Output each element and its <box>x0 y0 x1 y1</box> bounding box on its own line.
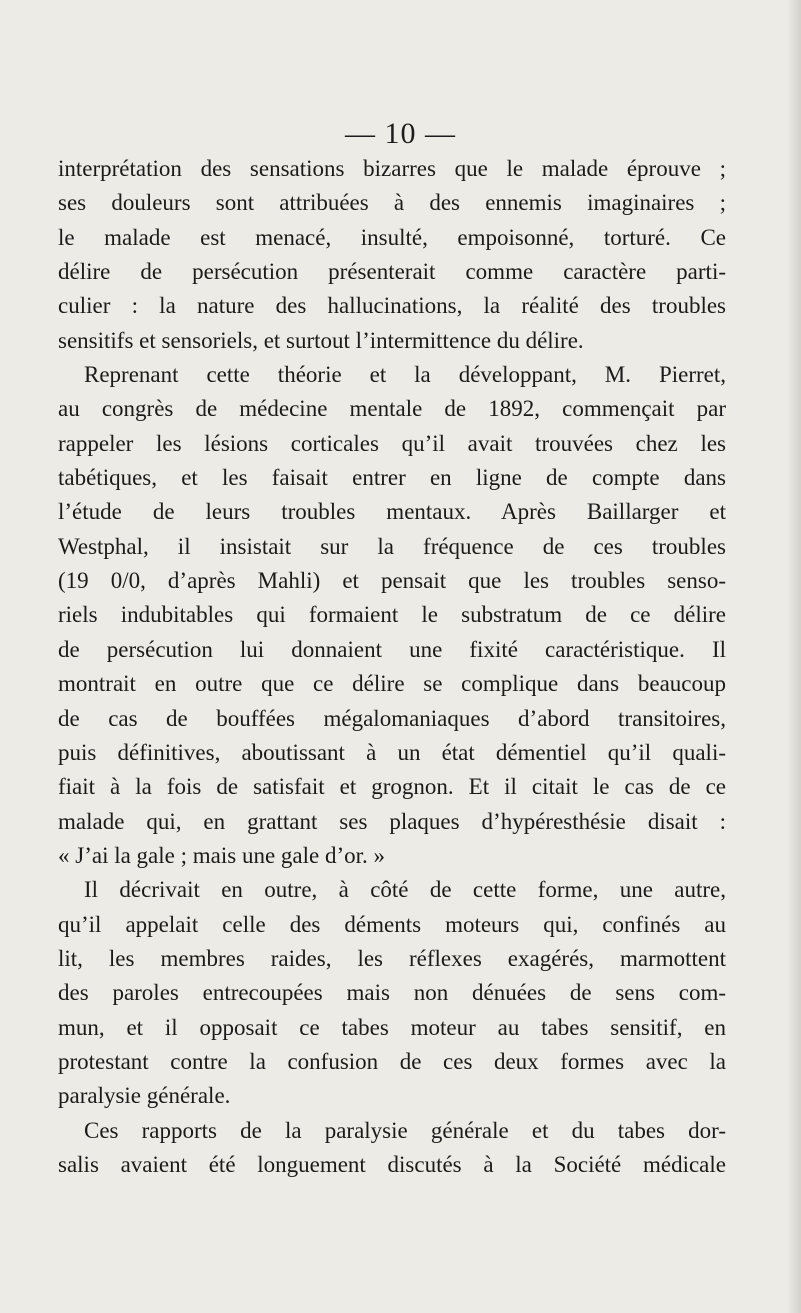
page-number: — 10 — <box>345 117 456 150</box>
text-line: ses douleurs sont attribuées à des ennemis imaginaires ; <box>58 190 726 216</box>
text-line: qu’il appelait celle des déments moteurs qui, confinés au <box>58 911 726 937</box>
text-line: montrait en outre que ce délire se complique dans beaucoup <box>58 671 726 697</box>
text-line: malade qui, en grattant ses plaques d’hypéresthésie disait : <box>58 808 726 834</box>
text-line: le malade est menacé, insulté, empoisonné, torturé. Ce <box>58 224 726 250</box>
text-line: riels indubitables qui formaient le substratum de ce délire <box>58 602 726 628</box>
text-line: (19 0/0, d’après Mahli) et pensait que les troubles senso- <box>58 568 726 594</box>
text-line: des paroles entrecoupées mais non dénuées de sens com- <box>58 980 726 1006</box>
text-line: salis avaient été longuement discutés à la Société médicale <box>58 1151 726 1177</box>
text-line: interprétation des sensations bizarres que le malade éprouve ; <box>58 156 726 181</box>
text-line: de persécution lui donnaient une fixité caractéristique. Il <box>58 636 726 662</box>
text-line: mun, et il opposait ce tabes moteur au tabes sensitif, en <box>58 1014 726 1040</box>
text-line: de cas de bouffées mégalomaniaques d’abord transitoires, <box>58 705 726 731</box>
text-line: au congrès de médecine mentale de 1892, commençait par <box>58 396 726 422</box>
text-line: puis définitives, aboutissant à un état démentiel qu’il quali- <box>58 739 726 765</box>
text-line: Ces rapports de la paralysie générale et du tabes dor- <box>84 1117 726 1143</box>
page-edge-shadow <box>787 0 801 1313</box>
text-line: l’étude de leurs troubles mentaux. Après Baillarger et <box>58 499 726 525</box>
text-line: protestant contre la confusion de ces deux formes avec la <box>58 1048 726 1074</box>
text-line: fiait à la fois de satisfait et grognon. Et il citait le cas de ce <box>58 774 726 800</box>
text-line: « J’ai la gale ; mais une gale d’or. » <box>58 842 386 868</box>
text-line: Reprenant cette théorie et la développant, M. Pierret, <box>84 362 726 388</box>
text-line: Westphal, il insistait sur la fréquence de ces troubles <box>58 533 726 559</box>
body-text <box>58 152 726 1182</box>
text-line: délire de persécution présenterait comme caractère parti- <box>58 259 726 285</box>
text-line: Il décrivait en outre, à côté de cette forme, une autre, <box>84 877 726 903</box>
text-line: paralysie générale. <box>58 1083 231 1109</box>
text-line: sensitifs et sensoriels, et surtout l’intermittence du délire. <box>58 327 584 353</box>
text-line: tabétiques, et les faisait entrer en ligne de compte dans <box>58 465 726 491</box>
text-line: culier : la nature des hallucinations, la réalité des troubles <box>58 293 726 319</box>
text-line: lit, les membres raides, les réflexes exagérés, marmottent <box>58 945 726 971</box>
text-line: rappeler les lésions corticales qu’il avait trouvées chez les <box>58 430 726 456</box>
